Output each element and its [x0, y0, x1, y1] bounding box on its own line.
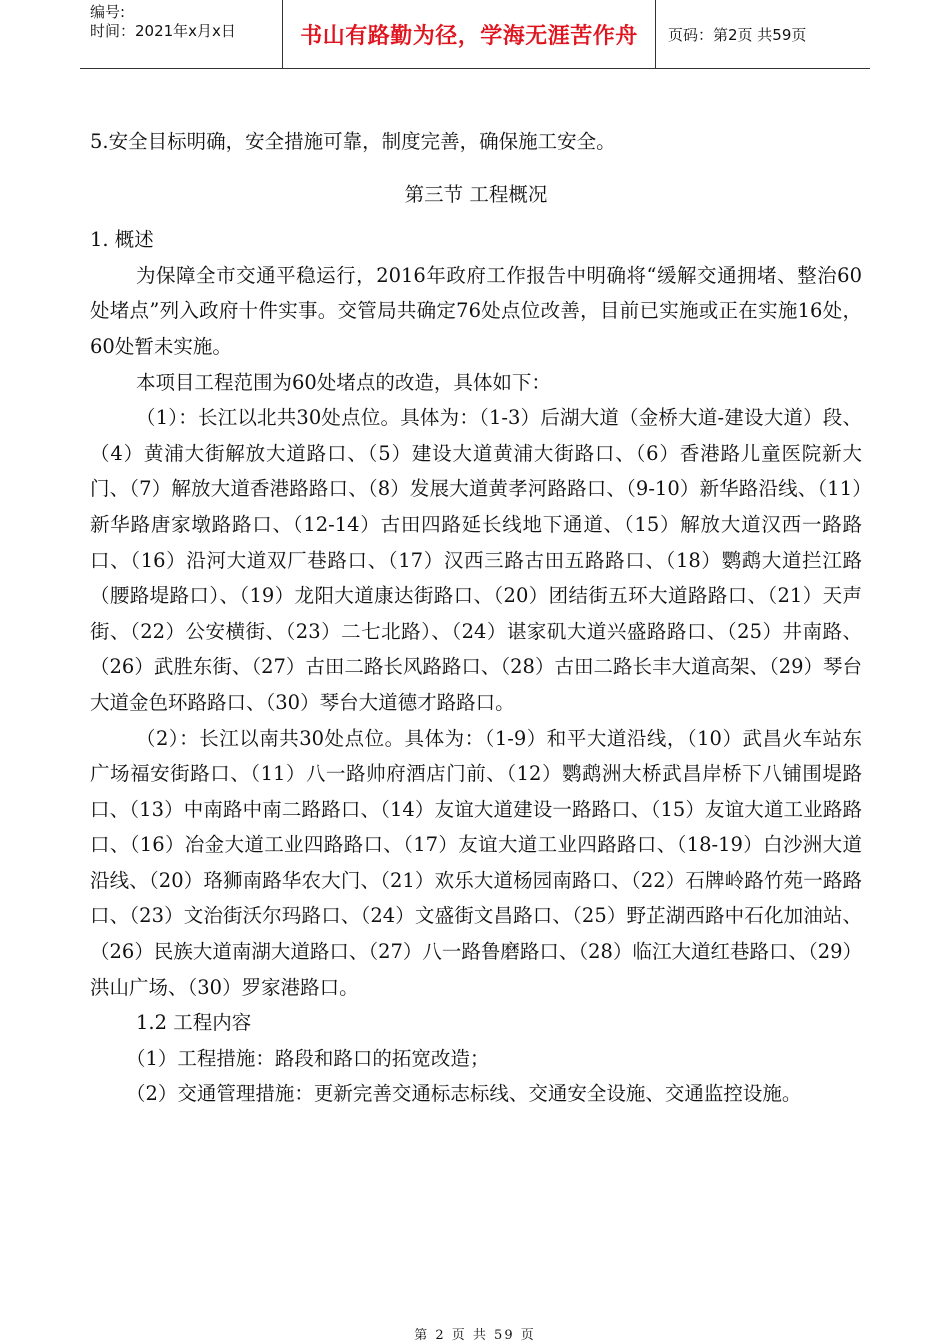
- heading-project-content: 1.2 工程内容: [136, 1011, 252, 1035]
- paragraph-engineering-measures: （1）工程措施：路段和路口的拓宽改造；: [126, 1046, 490, 1070]
- paragraph-scope: 本项目工程范围为60处堵点的改造，具体如下：: [136, 370, 551, 394]
- paragraph-north-points: （1）：长江以北共30处点位。具体为：（1-3）后湖大道（金桥大道-建设大道）段、（4）黄浦大街解放大道路口、（5）建设大道黄浦大街路口、（6）香港路儿童医院新大门、（7）解放大道香港路路口、（8）发展大道黄孝河路路口、（9-10）新华路沿线、（11）新华路唐家墩路路口、（12-14）古田四路延长线地下通道、（15）解放大道汉西一路路口、（16）沿河大道双厂巷路口、（17）汉西三路古田五路路口、（18）鹦鹉大道拦江路（腰路堤路口）、（19）龙阳大道康达街路口、（20）团结街五环大道路路口、（21）天声街、（22）公安横街、（23）二七北路）、（24）谌家矶大道兴盛路路口、（25）井南路、（26）武胜东街、（27）古田二路长风路路口、（28）古田二路长丰大道高架、（29）琴台大道金色环路路口、（30）琴台大道德才路路口。: [90, 406, 863, 714]
- paragraph-south-points: （2）：长江以南共30处点位。具体为：（1-9）和平大道沿线，（10）武昌火车站东广场福安街路口、（11）八一路帅府酒店门前、（12）鹦鹉洲大桥武昌岸桥下八铺围堤路口、（13）中南路中南二路路口、（14）友谊大道建设一路路口、（15）友谊大道工业路路口、（16）冶金大道工业四路路口、（17）友谊大道工业四路路口、（18-19）白沙洲大道沿线、（20）珞狮南路华农大门、（21）欢乐大道杨园南路口、（22）石牌岭路竹苑一路路口、（23）文治街沃尔玛路口、（24）文盛街文昌路口、（25）野芷湖西路中石化加油站、（26）民族大道南湖大道路口、（27）八一路鲁磨路口、（28）临江大道红巷路口、（29）洪山广场、（30）罗家港路口。: [90, 726, 863, 999]
- page-footer: 第 2 页 共 59 页: [414, 1328, 536, 1343]
- page-header: [80, 0, 870, 69]
- document-time-label: 时间：2021年x月x日: [90, 22, 236, 40]
- header-motto-cell: [282, 0, 656, 68]
- section-title: 第三节 工程概况: [404, 182, 548, 206]
- header-page-info: 页码：第2页 共59页: [668, 25, 807, 44]
- paragraph-traffic-measures: （2）交通管理措施：更新完善交通标志标线、交通安全设施、交通监控设施。: [126, 1082, 802, 1106]
- document-body: [90, 124, 862, 1112]
- header-motto: 书山有路勤为径，学海无涯苦作舟: [300, 22, 638, 49]
- document-number-label: 编号:: [90, 3, 126, 21]
- paragraph-safety-goal: 5.安全目标明确，安全措施可靠，制度完善，确保施工安全。: [90, 130, 616, 153]
- heading-overview: 1. 概述: [90, 228, 154, 252]
- paragraph-background: 为保障全市交通平稳运行，2016年政府工作报告中明确将“缓解交通拥堵、整治60处堵点”列入政府十件实事。交管局共确定76处点位改善，目前已实施或正在实施16处，60处暂未实施。: [90, 263, 862, 358]
- header-meta: [80, 0, 282, 68]
